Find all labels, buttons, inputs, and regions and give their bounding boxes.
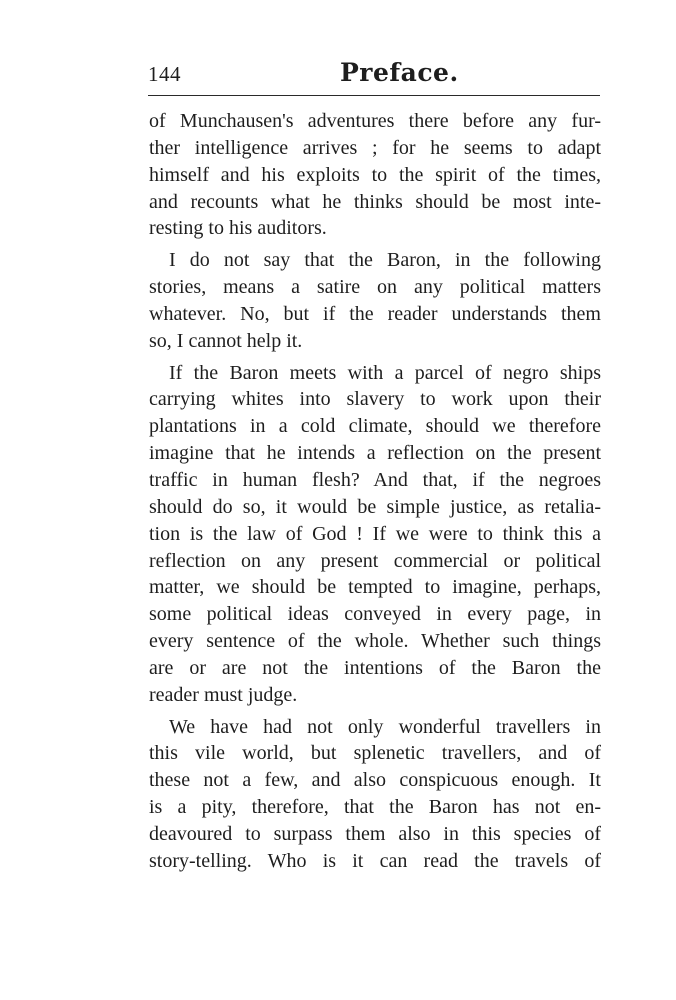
text-line: ther intelligence arrives ; for he seems to adapt xyxy=(149,136,601,159)
text-line: reader must judge. xyxy=(149,683,298,706)
text-line: imagine that he intends a reflection on the present xyxy=(149,442,601,465)
text-line: these not a few, and also conspicuous enough. It xyxy=(149,769,601,792)
text-line: should do so, it would be simple justice, as retalia- xyxy=(149,495,601,518)
text-line: matter, we should be tempted to imagine, perhaps, xyxy=(149,576,601,599)
text-line: I do not say that the Baron, in the following xyxy=(169,249,601,272)
text-line: deavoured to surpass them also in this species of xyxy=(149,822,601,845)
text-line: of Munchausen's adventures there before any fur- xyxy=(149,110,601,132)
text-line: carrying whites into slavery to work upon their xyxy=(149,388,601,411)
text-line: is a pity, therefore, that the Baron has not en- xyxy=(149,796,601,819)
text-line: story-telling. Who is it can read the travels of xyxy=(149,849,601,872)
text-line: some political ideas conveyed in every page, in xyxy=(149,603,601,626)
text-line: tion is the law of God ! If we were to think this a xyxy=(149,522,601,545)
text-line: himself and his exploits to the spirit of the times, xyxy=(149,163,601,186)
body-text xyxy=(149,108,601,875)
text-line: We have had not only wonderful travellers in xyxy=(169,715,601,738)
text-line: so, I cannot help it. xyxy=(149,329,303,352)
text-line: plantations in a cold climate, should we therefore xyxy=(149,415,601,438)
text-line: stories, means a satire on any political matters xyxy=(149,276,601,299)
paragraph xyxy=(149,108,601,242)
text-line: If the Baron meets with a parcel of negro ships xyxy=(169,361,601,384)
text-line: this vile world, but splenetic travellers, and of xyxy=(149,742,601,765)
paragraph xyxy=(149,360,601,709)
page-number: 144 xyxy=(148,62,181,86)
text-line: traffic in human flesh? And that, if the negroes xyxy=(149,468,601,491)
text-line: whatever. No, but if the reader understands them xyxy=(149,302,601,325)
page-header xyxy=(148,58,600,94)
text-line: and recounts what he thinks should be most inte- xyxy=(149,190,601,213)
running-head: Preface. xyxy=(340,58,459,87)
text-line: resting to his auditors. xyxy=(149,217,327,240)
text-line: reflection on any present commercial or political xyxy=(149,549,601,572)
paragraph xyxy=(149,247,601,354)
paragraph xyxy=(149,714,601,875)
text-line: are or are not the intentions of the Baron the xyxy=(149,656,601,679)
text-line: every sentence of the whole. Whether such things xyxy=(149,630,601,653)
header-rule xyxy=(148,95,600,96)
